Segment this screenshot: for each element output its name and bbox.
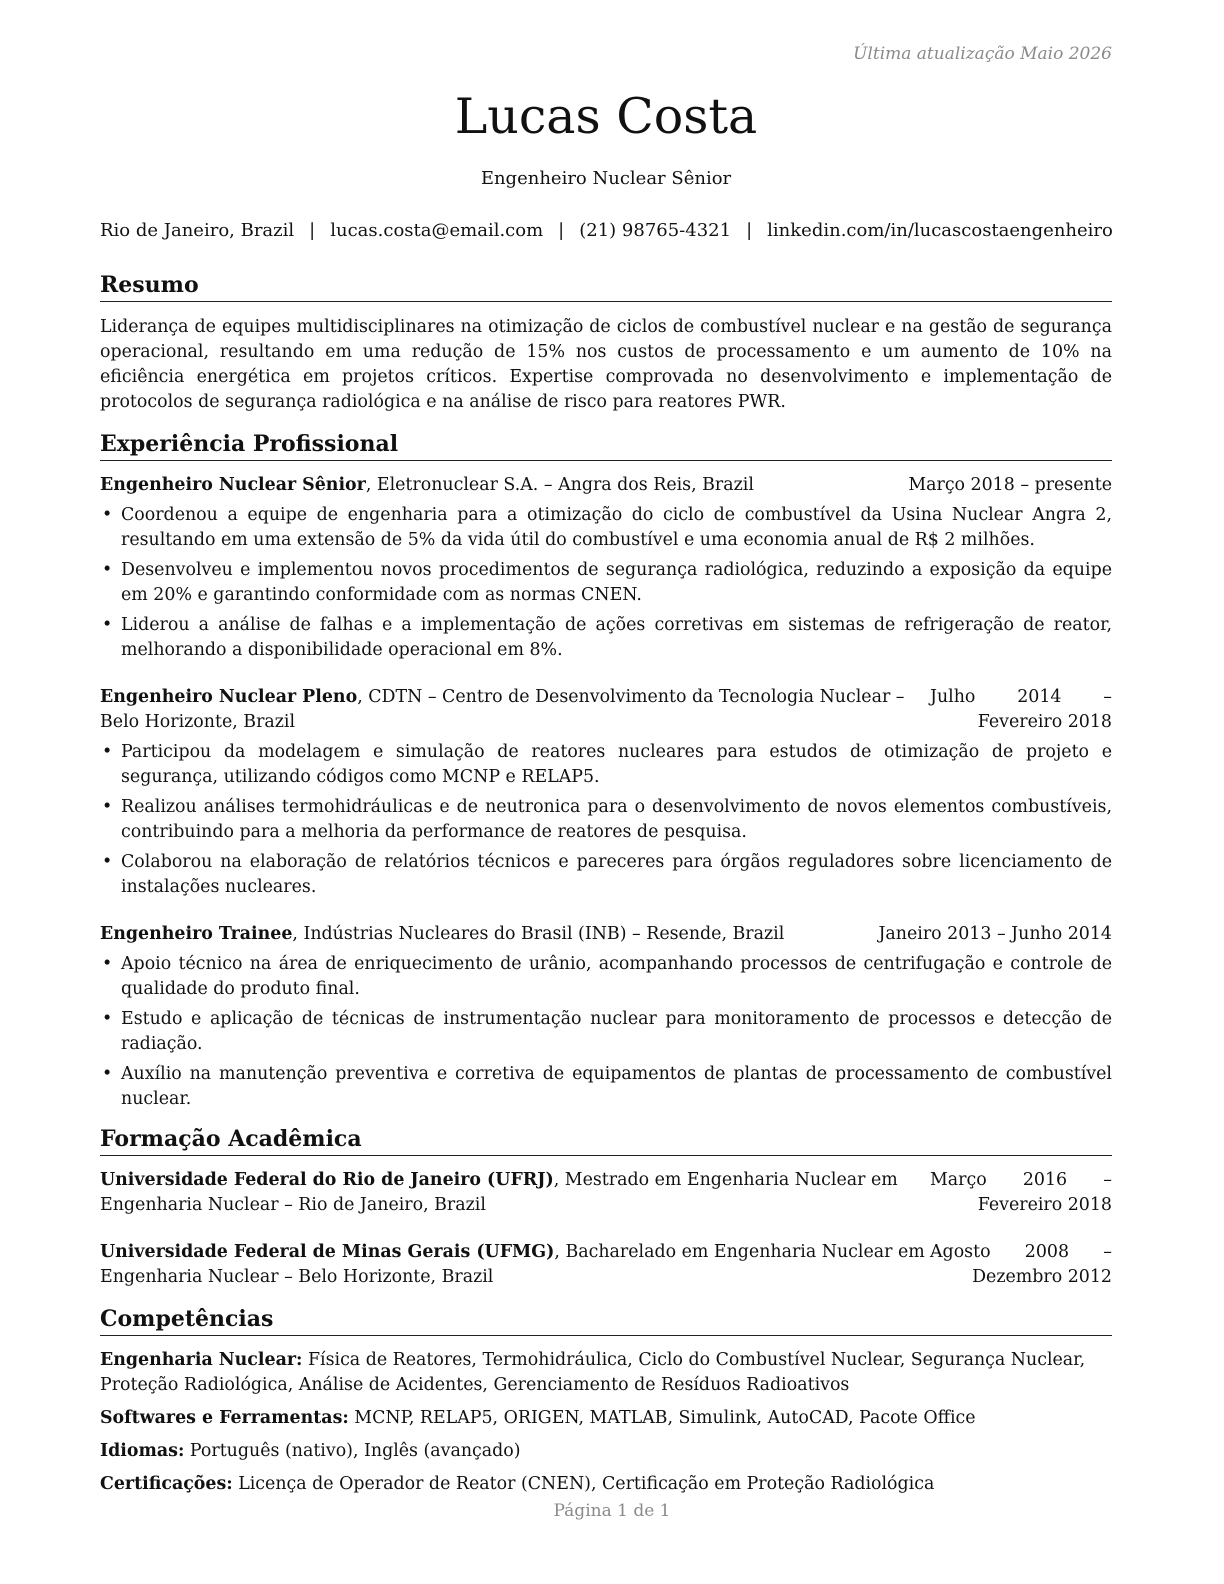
job-entry: [100, 922, 1112, 1112]
job-bullets: [100, 740, 1112, 900]
job-date: Julho 2014 – Fevereiro 2018: [930, 687, 1112, 732]
list-item: • Desenvolveu e implementou novos procedimentos de segurança radiológica, reduzindo a exposição da equipe em 20% e garantindo conformidade com as normas CNEN.: [102, 560, 1112, 605]
school-name: Universidade Federal do Rio de Janeiro (UFRJ): [100, 1170, 554, 1190]
list-item: • Realizou análises termohidráulicas e de neutronica para o desenvolvimento de novos elementos combustíveis, contribuindo para a melhoria da performance de reatores de pesquisa.: [102, 797, 1112, 842]
separator: |: [746, 220, 753, 241]
separator: |: [309, 220, 316, 241]
job-role: Engenheiro Nuclear Pleno: [100, 687, 358, 707]
skill-line: Engenharia Nuclear: Física de Reatores, Termohidráulica, Ciclo do Combustível Nuclear, Segurança Nuclear, Proteção Radiológica, Análise de Acidentes, Gerenciamento de Resíduos Radioativos: [100, 1350, 1086, 1395]
job-role: Engenheiro Trainee: [100, 924, 293, 944]
section-heading: Formação Acadêmica: [100, 1124, 1112, 1156]
education-date: Agosto 2008 – Dezembro 2012: [930, 1242, 1112, 1287]
candidate-name: Lucas Costa: [454, 88, 758, 145]
job-org: , Eletronuclear S.A. – Angra dos Reis, Brazil: [365, 475, 754, 495]
list-item: • Liderou a análise de falhas e a implementação de ações corretivas em sistemas de refrigeração de reator, melhorando a disponibilidade operacional em 8%.: [102, 615, 1112, 660]
job-date: Março 2018 – presente: [908, 475, 1112, 495]
phone: (21) 98765-4321: [579, 220, 732, 241]
school-name: Universidade Federal de Minas Gerais (UFMG): [100, 1242, 555, 1262]
list-item: • Apoio técnico na área de enriquecimento de urânio, acompanhando processos de centrifugação e controle de qualidade do produto final.: [102, 954, 1112, 999]
education-entry: [100, 1240, 1112, 1290]
section-heading: Competências: [100, 1304, 1112, 1336]
job-date: Janeiro 2013 – Junho 2014: [878, 924, 1112, 944]
job-bullets: [100, 503, 1112, 663]
degree-detail: , Bacharelado em Engenharia Nuclear em Engenharia Nuclear – Belo Horizonte, Brazil: [100, 1242, 925, 1287]
list-item: • Participou da modelagem e simulação de reatores nucleares para estudos de otimização de projeto e segurança, utilizando códigos como MCNP e RELAP5.: [102, 742, 1112, 787]
summary-text: Liderança de equipes multidisciplinares na otimização de ciclos de combustível nuclear e na gestão de segurança operacional, resultando em uma redução de 15% nos custos de processamento e um aumento de 10% na eficiência energética em projetos críticos. Expertise comprovada no desenvolvimento e implementação de protocolos de segurança radiológica e na análise de risco para reatores PWR.: [100, 317, 1112, 412]
location: Rio de Janeiro, Brazil: [100, 220, 295, 241]
job-org: , CDTN – Centro de Desenvolvimento da Tecnologia Nuclear – Belo Horizonte, Brazil: [100, 687, 905, 732]
skills-section: [100, 1304, 1112, 1497]
email-link[interactable]: lucas.costa@email.com: [330, 220, 544, 241]
linkedin-link[interactable]: linkedin.com/in/lucascostaengenheiro: [767, 220, 1113, 241]
list-item: • Auxílio na manutenção preventiva e corretiva de equipamentos de plantas de processamento de combustível nuclear.: [102, 1064, 1112, 1109]
contact-line: [100, 220, 1112, 241]
job-entry: [100, 685, 1112, 900]
list-item: • Coordenou a equipe de engenharia para a otimização do ciclo de combustível da Usina Nuclear Angra 2, resultando em uma extensão de 5% da vida útil do combustível e uma economia anual de R$ 2 milhões.: [102, 505, 1112, 550]
separator: |: [558, 220, 565, 241]
summary-section: [100, 270, 1112, 415]
job-bullets: [100, 952, 1112, 1112]
job-org: , Indústrias Nucleares do Brasil (INB) – Resende, Brazil: [292, 924, 785, 944]
education-section: [100, 1124, 1112, 1290]
degree-detail: , Mestrado em Engenharia Nuclear em Engenharia Nuclear – Rio de Janeiro, Brazil: [100, 1170, 898, 1215]
skill-line: Idiomas: Português (nativo), Inglês (avançado): [100, 1441, 521, 1461]
list-item: • Colaborou na elaboração de relatórios técnicos e pareceres para órgãos reguladores sobre licenciamento de instalações nucleares.: [102, 852, 1112, 897]
experience-section: [100, 429, 1112, 1112]
skill-line: Softwares e Ferramentas: MCNP, RELAP5, ORIGEN, MATLAB, Simulink, AutoCAD, Pacote Office: [100, 1408, 976, 1428]
page-number: Página 1 de 1: [553, 1501, 671, 1521]
candidate-title: Engenheiro Nuclear Sênior: [480, 168, 732, 189]
list-item: • Estudo e aplicação de técnicas de instrumentação nuclear para monitoramento de processos e detecção de radiação.: [102, 1009, 1112, 1054]
job-role: Engenheiro Nuclear Sênior: [100, 475, 366, 495]
education-entry: [100, 1168, 1112, 1218]
section-heading: Resumo: [100, 270, 1112, 302]
skill-line: Certificações: Licença de Operador de Reator (CNEN), Certificação em Proteção Radiológica: [100, 1474, 935, 1494]
resume-body: [100, 270, 1112, 1509]
job-entry: [100, 473, 1112, 663]
section-heading: Experiência Profissional: [100, 429, 1112, 461]
last-updated: Última atualização Maio 2026: [853, 44, 1112, 64]
education-date: Março 2016 – Fevereiro 2018: [930, 1170, 1112, 1215]
